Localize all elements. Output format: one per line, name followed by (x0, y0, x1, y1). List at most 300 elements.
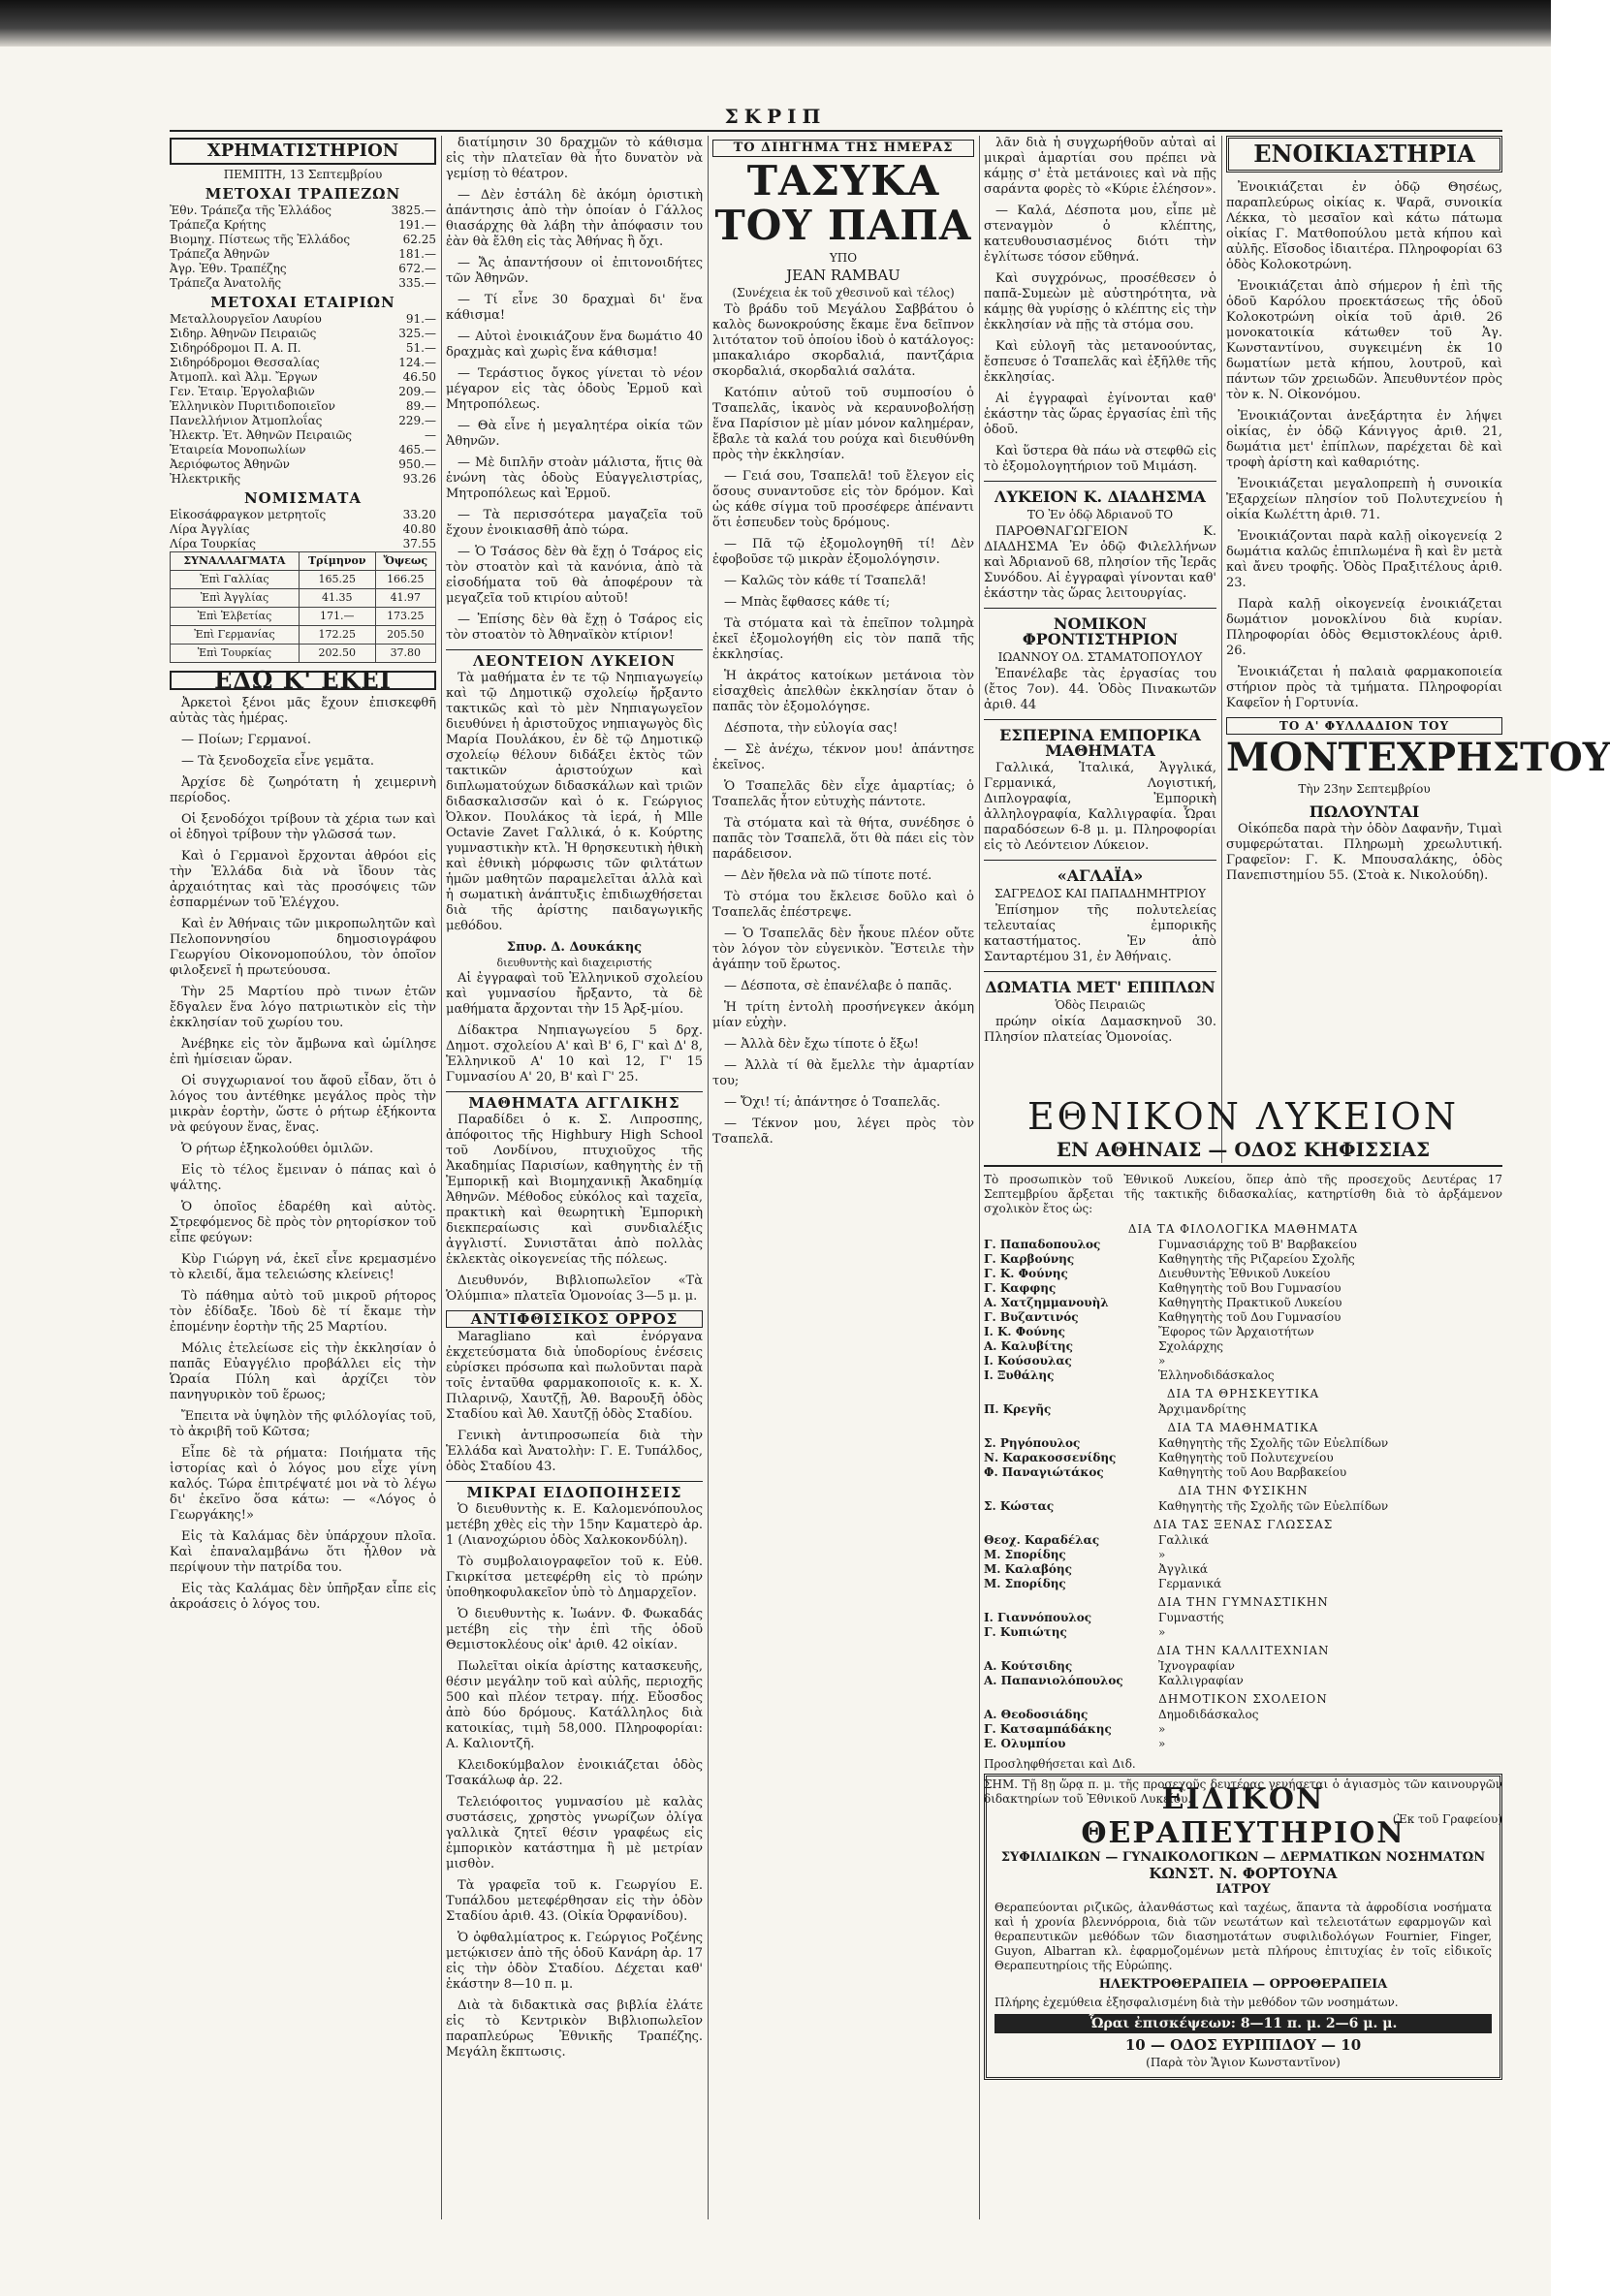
companies-header: ΜΕΤΟΧΑΙ ΕΤΑΙΡΙΩΝ (210, 294, 395, 311)
price-name: Ἐθν. Τράπεζα τῆς Ἑλλάδος (170, 204, 332, 217)
faculty-desc: Καλλιγραφίαν (1158, 1674, 1244, 1687)
rental-item: Ἐνοικιάζονται παρὰ καλῇ οἰκογενείᾳ 2 δωμάτια καλῶς ἐπιπλωμένα ἢ καὶ ἓν μετὰ καὶ ἄνευ τροφῆς. Ὁδὸς Πραξιτέλους ἀριθ. 23. (1226, 529, 1502, 590)
price-row (170, 443, 436, 457)
column-divider (1221, 136, 1222, 1163)
price-row (170, 385, 436, 399)
column-divider (441, 136, 442, 2219)
paragraph: — Ἄς ἀπαντήσουν οἱ ἐπιτονοιδήτες τῶν Ἀθηνῶν. (446, 256, 703, 286)
paragraph: Τὴν 25 Μαρτίου πρὸ τινων ἐτῶν ἔδγαλεν ἕνα λόγο πατριωτικὸν εἰς τὴν ἐκκλησίαν τοῦ χωρίου του. (170, 985, 436, 1030)
faculty-desc: Γαλλικά (1158, 1533, 1209, 1547)
theatre-article (446, 136, 703, 644)
table-cell: Ἐπὶ Γερμανίας (171, 626, 300, 645)
price-value: 181.— (398, 247, 436, 261)
rental-item: Ἐνοικιάζονται ἀνεξάρτητα ἐν λήψει οἰκίας, ἐν ὁδῷ Κάνιγγος ἀριθ. 21, δωμάτια μετ' ἐπίπλων, παρέχεται δὲ καὶ τροφὴ ἀρίστη καὶ καθαριότης. (1226, 409, 1502, 470)
price-value: 229.— (398, 414, 436, 427)
ad-block (984, 971, 1216, 1046)
story-author: JEAN RAMBAU (786, 267, 900, 284)
paragraph: Ἀνέβηκε εἰς τὸν ἄμβωνα καὶ ὡμίλησε ἐπὶ ἡμίσειαν ὥραν. (170, 1037, 436, 1067)
table-cell: 41.35 (299, 589, 375, 608)
ad-subtitle: ΣΑΓΡΕΔΟΣ ΚΑΙ ΠΑΠΑΔΗΜΗΤΡΙΟΥ (994, 887, 1207, 900)
ad-subtitle: ΙΩΑΝΝΟΥ ΟΔ. ΣΤΑΜΑΤΟΠΟΥΛΟΥ (997, 650, 1203, 664)
price-value: 209.— (398, 385, 436, 398)
price-value: 37.55 (402, 537, 436, 550)
faculty-name: Γ. Κ. Φούνης (984, 1267, 1068, 1280)
faculty-name: Γ. Καρβούνης (984, 1252, 1075, 1266)
price-name: Σιδηρόδρομοι Θεσσαλίας (170, 356, 320, 369)
paragraph: Καὶ συγχρόνως, προσέθεσεν ὁ παπᾶ-Συμεὼν μὲ αὐστηρότητα, νὰ κάμῃς θὰ γυρίσῃς ὁ κλέπτης εἰς τὴν ἐκκλησίαν νὰ πῇς τὰ στόμα σου. (984, 271, 1216, 332)
price-name: Ἀεριόφωτος Ἀθηνῶν (170, 457, 290, 471)
faculty-name: Φ. Παναγιώτάκος (984, 1465, 1104, 1479)
faculty-name: Θεοχ. Καραδέλας (984, 1533, 1100, 1547)
faculty-row (984, 1499, 1502, 1514)
faculty-desc: Δημοδιδάσκαλος (1158, 1708, 1259, 1721)
table-cell: 205.50 (375, 626, 435, 645)
faculty-row (984, 1533, 1502, 1548)
rentals-title: ΕΝΟΙΚΙΑΣΤΗΡΙΑ (1226, 136, 1502, 173)
ad-block (984, 860, 1216, 965)
price-name: Σιδηρόδρομοι Π. Α. Π. (170, 341, 301, 355)
faculty-name: Ι. Γιαννόπουλος (984, 1611, 1092, 1624)
monte-date: Τὴν 23ην Σεπτεμβρίου (1298, 782, 1431, 796)
paragraph: — Αὐτοὶ ἐνοικιάζουν ἕνα δωμάτιο 40 δραχμὰς καὶ χωρὶς ἕνα κάθισμα! (446, 330, 703, 360)
table-cell: 172.25 (299, 626, 375, 645)
faculty-desc: » (1158, 1548, 1166, 1561)
story-ending (984, 136, 1216, 475)
faculty-name: Ν. Καρακοσσενίδης (984, 1451, 1117, 1464)
faculty-name: Γ. Καφφης (984, 1281, 1057, 1295)
faculty-desc: Διευθυντὴς Ἐθνικοῦ Λυκείου (1158, 1267, 1331, 1280)
paragraph: — Μὲ διπλῆν στοὰν μάλιστα, ἥτις θὰ ἑνώνη τὰς ὁδοὺς Εὐαγγελιστρίας, Μητροπόλεως καὶ Ἑρμοῦ. (446, 456, 703, 501)
paragraph: Εἰς τὸ τέλος ἔμειναν ὁ πάπας καὶ ὁ ψάλτης. (170, 1163, 436, 1193)
price-row (170, 276, 436, 291)
price-row (170, 428, 436, 443)
paragraph: Καὶ εὐλογῆ τὰς μετανοούντας, ἔσπευσε ὁ Τσαπελᾶς καὶ ἐξῆλθε τῆς ἐκκλησίας. (984, 339, 1216, 385)
faculty-desc: Καθηγητὴς τῆς Σχολῆς τῶν Εὐελπίδων (1158, 1499, 1389, 1513)
price-row (170, 472, 436, 487)
story-title: ΤΑΣΥΚΑ ΤΟΥ ΠΑΠΑ (714, 157, 972, 249)
faculty-row (984, 1737, 1502, 1751)
faculty-desc: Ἰχνογραφίαν (1158, 1659, 1235, 1673)
masthead: ΣΚΡΙΠ (724, 105, 827, 128)
paragraph: Οἱ συγχωριανοί του ἄφοῦ εἶδαν, ὅτι ὁ λόγος του ἀντέθηκε μεγάλος πρὸς τὴν μικρὰν ἑορτὴν, ὥστε ὁ ρήτωρ ἐξήκοντα νὰ φεύγουν ἕνας, ἕνας. (170, 1074, 436, 1135)
price-row (170, 508, 436, 522)
faculty-name: Π. Κρεγῆς (984, 1402, 1052, 1416)
clinic-electro: ΗΛΕΚΤΡΟΘΕΡΑΠΕΙΑ — ΟΡΡΟΘΕΡΑΠΕΙΑ (1098, 1977, 1388, 1992)
faculty-desc: Καθηγητὴς Πρακτικοῦ Λυκείου (1158, 1296, 1342, 1309)
notice-item: Κλειδοκύμβαλον ἐνοικιάζεται ὁδὸς Τσακάλωφ ἀρ. 22. (446, 1758, 703, 1788)
serum-title: ΑΝΤΙΦΘΙΣΙΚΟΣ ΟΡΡΟΣ (446, 1310, 703, 1328)
paragraph: — Δέσποτα, σὲ ἐπανέλαβε ὁ παπᾶς. (724, 979, 953, 993)
table-cell: Ἐπὶ Ἑλβετίας (171, 608, 300, 626)
faculty-row (984, 1562, 1502, 1577)
faculty-row (984, 1708, 1502, 1722)
notice-item: Τὰ γραφεῖα τοῦ κ. Γεωργίου Ε. Τυπάλδου μετεφέρθησαν εἰς τὴν ὁδὸν Σταδίου ἀριθ. 43. (Οἰκία Ὀρφανίδου). (446, 1878, 703, 1924)
faculty-list (984, 1222, 1502, 1751)
price-name: Μεταλλουργεῖον Λαυρίου (170, 312, 322, 326)
edo-article (170, 696, 436, 1613)
table-cell: 173.25 (375, 608, 435, 626)
faculty-desc: Καθηγητὴς τοῦ Αου Βαρβακείου (1158, 1465, 1347, 1479)
paragraph: — Δὲν ἐστάλη δὲ ἀκόμη ὁριστικὴ ἀπάντησις ἀπὸ τὴν ὁποίαν ὁ Γάλλος θιασάρχης θὰ λάβη τὴν ἀπόφασιν του ἐὰν θὰ ἔλθη εἰς τὰς Ἀθήνας ἢ ὄχι. (446, 188, 703, 249)
faculty-desc: Γυμναστής (1158, 1611, 1224, 1624)
price-name: Ἑταιρεία Μονοπωλίων (170, 443, 306, 456)
faculty-row (984, 1465, 1502, 1480)
clinic-doctor: ΚΩΝΣΤ. Ν. ΦΟΡΤΟΥΝΑ (1149, 1865, 1338, 1882)
faculty-name: Σ. Ρηγόπουλος (984, 1436, 1081, 1450)
national-lyceum-ad (984, 1095, 1502, 1826)
paragraph: — Ἀλλὰ δὲν ἔχω τίποτε ὁ ἔξω! (724, 1037, 919, 1052)
leontion-text3: Δίδακτρα Νηπιαγωγείου 5 δρχ. Δημοτ. σχολείου Α' καὶ Β' 6, Γ' καὶ Δ' 8, Ἑλληνικοῦ Α' 10 καὶ 12, Γ' 15 Γυμνασίου Α' 20, Β' καὶ Γ' 25. (446, 1023, 703, 1085)
rental-item: Ἐνοικιάζεται ἐν ὁδῷ Θησέως, παραπλεύρως οἰκίας κ. Ψαρᾶ, συνοικία Λέκκα, τὸ μεσαῖον καὶ κάτω πάτωμα οἰκίας Γ. Ματθοπούλου μετὰ κήπου καὶ αὐλῆς. Εἴσοδος ἰδιαιτέρα. Πληροφορίαι 63 ὁδὸς Κολοκοτρώνη. (1226, 180, 1502, 272)
column-divider (708, 136, 709, 2219)
faculty-desc: Καθηγητὴς τῆς Ριζαρείου Σχολῆς (1158, 1252, 1355, 1266)
table-cell: Ἐπὶ Ἀγγλίας (171, 589, 300, 608)
price-row (170, 414, 436, 428)
faculty-row (984, 1281, 1502, 1296)
faculty-section-title: ΔΙΑ ΤΗΝ ΚΑΛΛΙΤΕΧΝΙΑΝ (1156, 1644, 1330, 1657)
price-row (170, 356, 436, 370)
price-row (170, 233, 436, 247)
monte-title: ΜΟΝΤΕΧΡΗΣΤΟΥ (1226, 735, 1610, 780)
faculty-name: Ι. Κ. Φούνης (984, 1325, 1065, 1338)
sale-title: ΠΩΛΟΥΝΤΑΙ (1309, 802, 1420, 821)
price-name: Πανελλήνιον Ἀτμοπλοΐας (170, 414, 323, 427)
faculty-name: Μ. Σπορίδης (984, 1577, 1066, 1590)
paragraph: — Τέκνον μου, λέγει πρὸς τὸν Τσαπελᾶ. (712, 1117, 974, 1147)
ad-subtitle: Ὁδὸς Πειραιῶς (1055, 998, 1146, 1012)
price-value: — (425, 428, 436, 442)
notice-item: Ὁ διευθυντὴς κ. Ε. Καλομενόπουλος μετέβη χθὲς εἰς τὴν 15ην Καματερὸ ἀρ. 1 (Λιανοχώριου ὁδὸς Χαλκοκονδύλη). (446, 1502, 703, 1548)
column-stock-exchange (170, 136, 436, 2219)
price-value: 33.20 (402, 508, 436, 521)
faculty-desc: » (1158, 1354, 1166, 1368)
serum-text: Maragliano καὶ ἐνόργανα ἐκχετεύσματα διὰ ὑποδορίους ἐνέσεις εὑρίσκει πρόσωπα καὶ πωλοῦνται παρὰ τοῖς ἐνταῦθα φαρμακοποιοῖς κ. κ. Χ. Πιλαρινῷ, Χαυτζῇ, Ἀθ. Βαρουξῆ ὁδὸς Σταδίου καὶ Ἀθ. Χαυτζῇ ὁδὸς Σταδίου. (446, 1330, 703, 1422)
lyceum-note: ΣΗΜ. Τῇ 8ῃ ὥρᾳ π. μ. τῆς προσεχοῦς δευτέρας γενήσεται ὁ ἁγιασμὸς τῶν καινουργῶν διδακτηρίων τοῦ Ἐθνικοῦ Λυκείου. (984, 1777, 1502, 1806)
table-row (171, 571, 436, 589)
paragraph: Ὁ ρήτωρ ἐξηκολούθει ὁμιλῶν. (181, 1142, 374, 1156)
faculty-row (984, 1577, 1502, 1591)
lyceum-title: ΕΘΝΙΚΟΝ ΛΥΚΕΙΟΝ (1026, 1095, 1460, 1138)
price-value: 3825.— (391, 204, 436, 217)
price-value: 950.— (398, 457, 436, 471)
paragraph: — Σὲ ἀνέχω, τέκνον μου! ἀπάντησε ἐκεῖνος. (712, 742, 974, 772)
faculty-name: Α. Παπανιολόπουλος (984, 1674, 1123, 1687)
price-value: 672.— (398, 262, 436, 275)
paragraph: Ἔπειτα νὰ ὑψηλὸν τῆς φιλόλογίας τοῦ, τὸ ἀκριβῆ τοῦ Κῶτσα; (170, 1409, 436, 1439)
faculty-row (984, 1625, 1502, 1640)
table-header: Τρίμηνον (299, 552, 375, 571)
paragraph: — Μπὰς ἔφθασες κάθε τί; (724, 595, 891, 610)
price-name: Τράπεζα Ἀθηνῶν (170, 247, 270, 261)
paragraph: Καὶ ἐν Ἀθήναις τῶν μικροπωλητῶν καὶ Πελοποννησίου δημοσιογράφου Γεωργίου Οἰκονομοπούλου, τὸν ὁποῖον φιλοξενεῖ ἡ πρωτεύουσα. (170, 917, 436, 978)
price-name: Ἠλεκτρ. Ἑτ. Ἀθηνῶν Πειραιῶς (170, 428, 353, 442)
ad-subtitle: ΤΟ Ἐν ὁδῷ Ἀδριανοῦ ΤΟ (1026, 508, 1174, 521)
faculty-section-title: ΔΙΑ ΤΗΝ ΦΥΣΙΚΗΝ (1178, 1484, 1309, 1497)
clinic-electro-body: Πλήρης ἐχεμύθεια ἐξησφαλισμένη διὰ τὴν μεθόδον τῶν νοσημάτων. (994, 1996, 1399, 2009)
price-value: 465.— (398, 443, 436, 456)
faculty-name: Γ. Βυζαντινός (984, 1310, 1079, 1324)
paragraph: Δέσποτα, τὴν εὐλογία σας! (724, 721, 899, 736)
faculty-name: Γ. Κυπιώτης (984, 1625, 1067, 1639)
price-name: Ἠλεκτρικῆς (170, 472, 241, 486)
paragraph: — Δὲν ἤθελα νὰ πῶ τίποτε ποτέ. (724, 868, 932, 883)
faculty-name: Α. Κούτσιδης (984, 1659, 1073, 1673)
price-value: 51.— (405, 341, 436, 355)
monte-kicker: ΤΟ Α' ΦΥΛΛΑΔΙΟΝ ΤΟΥ (1226, 717, 1502, 735)
faculty-row (984, 1451, 1502, 1465)
clinic-address: 10 — ΟΔΟΣ ΕΥΡΙΠΙΔΟΥ — 10 (1124, 2036, 1362, 2054)
price-name: Λίρα Ἀγγλίας (170, 522, 250, 536)
faculty-name: Α. Χατζημμανουὴλ (984, 1296, 1109, 1309)
faculty-row (984, 1267, 1502, 1281)
notice-item: Τὸ συμβολαιογραφεῖον τοῦ κ. Εὐθ. Γκιρκίτσα μετεφέρθη εἰς τὸ πρώην ὑποθηκοφυλακεῖον ὑπὸ τὸ Δημαρχεῖον. (446, 1555, 703, 1600)
paragraph: — Πᾶ τῷ ἐξομολογηθῆ τί! Δὲν ἐφοβοῦσε τῷ μικρὰν ἐξομολόγησιν. (712, 537, 974, 567)
paragraph: Ἡ τρίτη ἐντολὴ προσήνεγκεν ἀκόμη μίαν εὐχὴν. (712, 1000, 974, 1030)
table-header: ΣΥΝΑΛΛΑΓΜΑΤΑ (171, 552, 300, 571)
paragraph: Κατόπιν αὐτοῦ τοῦ συμποσίου ὁ Τσαπελᾶς, ἱκανὸς νὰ κεραυνοβολήσῃ ἕνα Παρίσιον μὲ μίαν μόνον καλημέραν, ἔβαλε τὰ καλά του ρούχα καὶ διευθύνθη πρὸς τὴν ἐκκλησίαν. (712, 386, 974, 462)
exchange-table (170, 551, 436, 663)
rental-item: Ἐνοικιάζεται ἡ παλαιὰ φαρμακοποιεία στήριον πρὸς τὰ τμήματα. Πληροφορίαι Καφεῖον ἡ Γορτυνία. (1226, 665, 1502, 710)
paragraph: Εἰς τὰ Καλάμας δὲν ὑπάρχουν πλοῖα. Καὶ ἐπαναλαμβάνω ὅτι ἦλθον νὰ περίψουν τὴν πατρίδα του. (170, 1529, 436, 1575)
companies-list (170, 312, 436, 487)
ad-block (984, 719, 1216, 854)
faculty-row (984, 1310, 1502, 1325)
rental-item: Ἐνοικιάζεται μεγαλοπρεπὴ ἡ συνοικία Ἐξαρχείων πλησίον τοῦ Πολυτεχνείου ἡ οἰκία Κωλέττη ἀριθ. 71. (1226, 477, 1502, 522)
price-row (170, 399, 436, 414)
faculty-row (984, 1659, 1502, 1674)
ad-title: ΛΥΚΕΙΟΝ Κ. ΔΙΑΔΗΣΜΑ (994, 488, 1206, 506)
faculty-desc: Σχολάρχης (1158, 1339, 1223, 1353)
price-row (170, 370, 436, 385)
story-by: ΥΠΟ (829, 251, 858, 265)
paragraph: — Τὰ περισσότερα μαγαζεῖα τοῦ ἔχουν ἐνοικιασθῆ ἀπὸ τώρα. (446, 508, 703, 538)
top-scan-band (0, 0, 1551, 47)
price-value: 62.25 (402, 233, 436, 246)
price-name: Εἰκοσάφραγκον μετρητοῖς (170, 508, 327, 521)
story-text (712, 302, 974, 1148)
paragraph: Ἀρκετοὶ ξένοι μᾶς ἔχουν ἐπισκεφθῆ αὐτὰς τὰς ἡμέρας. (170, 696, 436, 726)
ad-body: Γαλλικά, Ἰταλικά, Ἀγγλικά, Γερμανικά, Λογιστική, Διπλογραφία, Ἐμπορικὴ ἀλληλογραφία, Καλλιγραφία. Ὧραι παραδόσεων 6-8 μ. μ. Πληροφορίαι εἰς τὸ Λεόντειον Λύκειον. (984, 761, 1216, 853)
faculty-section-title: ΔΙΑ ΤΑΣ ΞΕΝΑΣ ΓΛΩΣΣΑΣ (1152, 1518, 1334, 1531)
paragraph: διατίμησιν 30 δραχμῶν τὸ κάθισμα εἰς τὴν πλατεῖαν θὰ ἦτο δυνατὸν νὰ γεμίσῃ τὸ θέατρον. (446, 136, 703, 181)
price-value: 46.50 (402, 370, 436, 384)
faculty-section-title: ΔΙΑ ΤΑ ΘΡΗΣΚΕΥΤΙΚΑ (1166, 1387, 1320, 1400)
faculty-section-title: ΔΙΑ ΤΗΝ ΓΥΜΝΑΣΤΙΚΗΝ (1157, 1595, 1329, 1609)
price-name: Ἑλληνικὸν Πυριτιδοποιεῖον (170, 399, 335, 413)
ad-title: ΔΩΜΑΤΙΑ ΜΕΤ' ΕΠΙΠΛΩΝ (985, 978, 1215, 996)
faculty-section-title: ΔΙΑ ΤΑ ΜΑΘΗΜΑΤΙΚΑ (1167, 1421, 1319, 1434)
edo-title: ΕΔΩ Κ' ΕΚΕΙ (170, 671, 436, 690)
column-story-end-ads (984, 136, 1216, 1163)
faculty-row (984, 1402, 1502, 1417)
price-name: Ἀτμοπλ. καὶ Ἀλμ. Ἔργων (170, 370, 318, 384)
price-value: 40.80 (402, 522, 436, 536)
faculty-row (984, 1611, 1502, 1625)
small-notices-list (446, 1502, 703, 2060)
faculty-row (984, 1296, 1502, 1310)
faculty-row (984, 1674, 1502, 1688)
faculty-desc: » (1158, 1737, 1166, 1750)
clinic-hours: Ὧραι ἐπισκέψεων: 8—11 π. μ. 2—6 μ. μ. (994, 2014, 1492, 2033)
story-kicker: ΤΟ ΔΙΗΓΗΜΑ ΤΗΣ ΗΜΕΡΑΣ (712, 140, 974, 157)
school-ads (984, 481, 1216, 1046)
price-name: Γεν. Ἑταιρ. Ἐργολαβιῶν (170, 385, 315, 398)
table-cell: 171.— (299, 608, 375, 626)
faculty-row (984, 1252, 1502, 1267)
paragraph: — Ποίων; Γερμανοί. (181, 733, 311, 747)
ad-title: ΕΣΠΕΡΙΝΑ ΕΜΠΟΡΙΚΑ ΜΑΘΗΜΑΤΑ (999, 726, 1201, 760)
paragraph: Τὸ στόμα του ἔκλεισε δοῦλο καὶ ὁ Τσαπελᾶς ἐπέστρεψε. (712, 890, 974, 920)
notice-item: Ὁ ὀφθαλμίατρος κ. Γεώργιος Ροζένης μετῴκισεν ἀπὸ τῆς ὁδοῦ Κανάρη ἀρ. 17 εἰς τὴν ὁδὸν Σταδίου. Δέχεται καθ' ἑκάστην 8—10 π. μ. (446, 1931, 703, 1992)
paragraph: Ὁ Τσαπελᾶς δὲν εἶχε ἁμαρτίας; ὁ Τσαπελᾶς ἦτον εὐτυχὴς πάντοτε. (712, 779, 974, 809)
price-row (170, 457, 436, 472)
price-row (170, 537, 436, 551)
english-lessons-addr: Διευθυνόν, Βιβλιοπωλεῖον «Τὰ Ὁλύμπια» πλατεῖα Ὁμονοίας 3—5 μ. μ. (446, 1274, 703, 1304)
faculty-desc: » (1158, 1625, 1166, 1639)
banks-list (170, 204, 436, 291)
price-value: 191.— (398, 218, 436, 232)
ad-body: Ἐπίσημον τῆς πολυτελείας τελευταίας ἐμπορικῆς καταστήματος. Ἐν ἀπὸ Σανταρτέμου 31, ἐν Ἀθήναις. (984, 903, 1216, 964)
paragraph: — Γειά σου, Τσαπελᾶ! τοῦ ἔλεγον εἰς ὅσους συναντοῦσε εἰς τὸν δρόμον. Καὶ ὡς κάθε σίγμα τοῦ προσέφερε ἀπέναντι ὅτι ἐσπευδεν τοὺς δρόμους. (712, 469, 974, 530)
paragraph: Κὺρ Γιώργη νά, ἐκεῖ εἶνε κρεμασμένο τὸ κλειδί, ἅμα τελειώσης κλείνεις! (170, 1252, 436, 1282)
clinic-subtitle: ΣΥΦΙΛΙΔΙΚΩΝ — ΓΥΝΑΙΚΟΛΟΓΙΚΩΝ — ΔΕΡΜΑΤΙΚΩΝ ΝΟΣΗΜΑΤΩΝ (1000, 1850, 1486, 1865)
price-row (170, 312, 436, 327)
faculty-name: Γ. Παπαδοπουλος (984, 1238, 1101, 1251)
clinic-ad (984, 1774, 1502, 2080)
paragraph: — Τεράστιος ὄγκος γίνεται τὸ νέον μέγαρον εἰς τὰς ὁδοὺς Ἑρμοῦ καὶ Μητροπόλεως. (446, 366, 703, 412)
ad-body: πρώην οἰκία Δαμασκηνοῦ 30. Πλησίον πλατείας Ὁμονοίας. (984, 1015, 1216, 1045)
faculty-name: Μ. Καλαβόης (984, 1562, 1072, 1576)
price-row (170, 262, 436, 276)
faculty-row (984, 1354, 1502, 1368)
paragraph: Τὰ στόματα καὶ τὰ ἐπεῖπον τολμηρὰ ἐκεῖ ἐξομολογήθη εἰς τὸν παπᾶ τῆς ἐκκλησίας. (712, 616, 974, 662)
price-value: 124.— (398, 356, 436, 369)
leontion-sign: Σπυρ. Δ. Δουκάκης (506, 940, 643, 955)
price-row (170, 327, 436, 341)
lyceum-sign: (Ἐκ τοῦ Γραφείου) (1392, 1812, 1502, 1826)
paragraph: Καὶ ὕστερα θὰ πάω νὰ στεφθῶ εἰς τὸ ἐξομολογητήριον τοῦ Μιμάση. (984, 444, 1216, 474)
notice-item: Ὁ διευθυντὴς κ. Ἰωάνν. Φ. Φωκαδάς μετέβη εἰς τὴν ἐπὶ τῆς ὁδοῦ Θεμιστοκλέους οἰκ' ἀριθ. 42 οἰκίαν. (446, 1607, 703, 1652)
notice-item: Πωλεῖται οἰκία ἀρίστης κατασκευῆς, θέσιν μεγάλην τοῦ καὶ αὐλῆς, περιοχῆς 500 καὶ πλέον τετραγ. πήχ. Εὔοσδος ἀπὸ δύο δρόμους. Κατάλληλος διὰ κατοικίας, τιμὴ 58,000. Πληροφορίαι: Α. Καλιοντζῆ. (446, 1659, 703, 1751)
faculty-row (984, 1436, 1502, 1451)
price-row (170, 247, 436, 262)
lyceum-outro: Προσληφθήσεται καὶ Διδ. (984, 1757, 1136, 1771)
faculty-row (984, 1368, 1502, 1383)
faculty-desc: Καθηγητὴς τοῦ Πολυτεχνείου (1158, 1451, 1334, 1464)
currency-header: ΝΟΜΙΣΜΑΤΑ (243, 489, 363, 507)
paragraph: — Ὁ Τσάσος δὲν θὰ ἔχῃ ὁ Τσάρος εἰς τὸν στοατὸν καὶ τὰ κανόνια, ἀπὸ τὰ εἰσοδήματα τοῦ θὰ ἀποφέρουν τὰ μεγαζεῖα τοῦ κτιρίου αὐτοῦ! (446, 545, 703, 606)
column-rentals (1226, 136, 1610, 1163)
paragraph: Τὸ πάθημα αὐτὸ τοῦ μικροῦ ρήτορος τὸν ἐδίδαξε. Ἰδοὺ δὲ τί ἔκαμε τὴν ἐπομένην ἑορτὴν τῆς 25 Μαρτίου. (170, 1289, 436, 1335)
paragraph: λᾶν διὰ ἡ συγχωρήθοῦν αὐταὶ αἱ μικραὶ ἁμαρτίαι σου πρέπει νὰ κάμῃς σ' ἐτὰ μετάνοιες καὶ νὰ πῇς σαράντα φορὲς τὸ «Κύριε ἐλέησον». (984, 136, 1216, 197)
faculty-name: Γ. Κατσαμπάδάκης (984, 1722, 1112, 1736)
price-value: 335.— (398, 276, 436, 290)
table-row (171, 645, 436, 663)
paragraph: Εἶπε δὲ τὰ ρήματα: Ποιήματα τῆς ἱστορίας καὶ ὁ λόγος μου εἶχε γίνη καλός. Τώρα ἐπιτρέψατέ μοι νὰ τὸ λέγω δι' ἐκεῖνο ὅσα κάτω: — «Λόγος ὁ Γεωργάκης!» (170, 1446, 436, 1523)
ad-body: ΠΑΡΟΘΝΑΓΩΓΕΙΟΝ Κ. ΔΙΑΔΗΣΜΑ Ἐν ὁδῷ Φιλελλήνων καὶ Ἀδριανοῦ 68, πλησίον τῆς Ἱερᾶς Συνόδου. Αἱ ἐγγραφαὶ γίνονται καθ' ἑκάστην τὰς ὥρας λειτουργίας. (984, 524, 1216, 601)
table-header: Ὄψεως (375, 552, 435, 571)
leontion-text2: Αἱ ἐγγραφαὶ τοῦ Ἑλληνικοῦ σχολείου καὶ γυμνασίου ἤρξαντο, τὰ δὲ μαθήματα ἄρχονται τὴν 15 Ἀρξ-μίου. (446, 971, 703, 1017)
faculty-section-title: ΔΙΑ ΤΑ ΦΙΛΟΛΟΓΙΚΑ ΜΑΘΗΜΑΤΑ (1127, 1222, 1359, 1236)
paragraph: Οἱ ξενοδόχοι τρίβουν τὰ χέρια των καὶ οἱ ἐδηγοὶ τρίβουν τὴν γλῶσσά των. (170, 812, 436, 842)
faculty-desc: Γερμανικά (1158, 1577, 1222, 1590)
price-name: Σιδηρ. Ἀθηνῶν Πειραιῶς (170, 327, 317, 340)
faculty-desc: Ἑλληνοδιδάσκαλος (1158, 1368, 1275, 1382)
leontion-title: ΛΕΟΝΤΕΙΟΝ ΛΥΚΕΙΟΝ (446, 649, 703, 669)
price-row (170, 522, 436, 537)
faculty-desc: Γυμνασιάρχης τοῦ Β' Βαρβακείου (1158, 1238, 1357, 1251)
notice-item: Τελειόφοιτος γυμνασίου μὲ καλὰς συστάσεις, χρηστὸς γνωρίζων ὀλίγα γαλλικὰ ζητεῖ θέσιν γραφέως εἰς ἐμπορικὸν κατάστημα ἢ μὲ μετρίαν μισθὸν. (446, 1795, 703, 1871)
column-divider (979, 136, 980, 2219)
stock-exchange-title: ΧΡΗΜΑΤΙΣΤΗΡΙΟΝ (170, 138, 436, 165)
faculty-name: Ι. Ξυθάλης (984, 1368, 1055, 1382)
currency-list (170, 508, 436, 551)
masthead-rule (170, 130, 1502, 132)
paragraph: Ἡ ἀκράτος κατοίκων μετάνοια τὸν εἰσαχθεὶς ἀπελθὼν ἐκκλησίαν ὅταν ὁ παπᾶς τὸν ἐξομολόγησε. (712, 669, 974, 714)
price-row (170, 341, 436, 356)
paragraph: — Ὁ Τσαπελᾶς δὲν ἦκουε πλέον οὔτε τὸν λόγον τὸν εὐγενικὸν. Ἔστειλε τὴν ἀγάπην τοῦ ἔρωτος. (712, 927, 974, 972)
faculty-desc: Καθηγητὴς τοῦ Δου Γυμνασίου (1158, 1310, 1342, 1324)
table-row (171, 608, 436, 626)
faculty-desc: Ἔφορος τῶν Ἀρχαιοτήτων (1158, 1325, 1314, 1338)
paragraph: — Θὰ εἶνε ἡ μεγαλητέρα οἰκία τῶν Ἀθηνῶν. (446, 419, 703, 449)
paragraph: Τὸ βράδυ τοῦ Μεγάλου Σαββάτου ὁ καλὸς δωνοκρούσης ἔκαμε ἕνα δεῖπνον λιτότατον τοῦ ὁποίου ἰδοὺ ὁ κατάλογος: μπακαλιάρο σκορδαλιά, παντζάρια σκορδαλιά, σκορδαλιά σαλάτα. (712, 302, 974, 379)
faculty-name: Α. Θεοδοσιάδης (984, 1708, 1089, 1721)
leontion-sign2: διευθυντὴς καὶ διαχειριστής (496, 957, 652, 969)
clinic-role: ΙΑΤΡΟΥ (1215, 1882, 1271, 1897)
price-name: Λίρα Τουρκίας (170, 537, 256, 550)
table-row (171, 626, 436, 645)
paragraph: Εἰς τὰς Καλάμας δὲν ὑπῆρξαν εἶπε εἰς ἀκροάσεις ὁ λόγος του. (170, 1582, 436, 1612)
faculty-row (984, 1238, 1502, 1252)
table-row (171, 589, 436, 608)
paragraph: Αἱ ἐγγραφαὶ ἐγίνονται καθ' ἑκάστην τὰς ὥρας ἐργασίας ἐπὶ τῆς ὁδοῦ. (984, 392, 1216, 437)
faculty-name: Ι. Κούσουλας (984, 1354, 1072, 1368)
faculty-section-title: ΔΗΜΟΤΙΚΟΝ ΣΧΟΛΕΙΟΝ (1158, 1692, 1328, 1706)
price-row (170, 218, 436, 233)
ad-body: Ἐπανέλαβε τὰς ἐργασίας του (ἔτος 7ον). 44. Ὁδὸς Πινακωτῶν ἀριθ. 44 (984, 667, 1216, 712)
stock-date: ΠΕΜΠΤΗ, 13 Σεπτεμβρίου (223, 168, 383, 181)
faculty-desc: Καθηγητὴς τοῦ Βου Γυμνασίου (1158, 1281, 1342, 1295)
table-cell: Ἐπὶ Τουρκίας (171, 645, 300, 663)
faculty-desc: Καθηγητὴς τῆς Σχολῆς τῶν Εὐελπίδων (1158, 1436, 1389, 1450)
faculty-desc: Ἀρχιμανδρίτης (1158, 1402, 1247, 1416)
story-continuation: (Συνέχεια ἐκ τοῦ χθεσινοῦ καὶ τέλος) (732, 286, 955, 299)
price-name: Ἀγρ. Ἐθν. Τραπέζης (170, 262, 287, 275)
paragraph: — Καλά, Δέσποτα μου, εἶπε μὲ στεναγμὸν ὁ κλέπτης, κατευθουσιασμένος διότι τὴν ἐγλίτωσε τόσον εὔθηνά. (984, 204, 1216, 265)
sale-body: Οἰκόπεδα παρὰ τὴν ὁδὸν Δαφανῆν, Τιμαὶ συμφερώταται. Πληρωμὴ χρεωλυτική. Γραφεῖον: Γ. Κ. Μπουσαλάκης, ὁδὸς Πανεπιστημίου 55. (Στοὰ κ. Νικολούδη). (1226, 822, 1502, 883)
price-value: 325.— (398, 327, 436, 340)
price-name: Βιομηχ. Πίστεως τῆς Ἑλλάδος (170, 233, 351, 246)
price-name: Τράπεζα Ἀνατολῆς (170, 276, 282, 290)
faculty-name: Σ. Κώστας (984, 1499, 1055, 1513)
english-lessons-title: ΜΑΘΗΜΑΤΑ ΑΓΓΛΙΚΗΣ (446, 1091, 703, 1111)
table-cell: 41.97 (375, 589, 435, 608)
faculty-desc: » (1158, 1722, 1166, 1736)
english-lessons-text: Παραδίδει ὁ κ. Σ. Λιπροσπης, ἀπόφοιτος τῆς Highbury High School τοῦ Λονδίνου, πτυχιοῦχος τῆς Ἀκαδημίας Παρισίων, καθηγητὴς ἐν τῇ Ἐμπορικῇ καὶ Βιομηχανικῇ Ἀκαδημίᾳ Ἀθηνῶν. Μέθοδος εὐκόλος καὶ ταχεῖα, πρακτικὴ καὶ θεωρητικὴ Ἐμπορικὴ διεκπεραίωσις καὶ συνδιαλέξις ἀγγλιστί. Συνιστᾶται ἀπὸ πολλὰς ἐκλεκτὰς οἰκογενείας τῆς πόλεως. (446, 1113, 703, 1267)
paragraph: — Ἐπίσης δὲν θὰ ἔχῃ ὁ Τσάρος εἰς τὸν στοατὸν τὸ Ἀθηναϊκὸν κτίριον! (446, 613, 703, 643)
ad-block (984, 608, 1216, 713)
lyceum-intro: Τὸ προσωπικὸν τοῦ Ἐθνικοῦ Λυκείου, ὅπερ ἀπὸ τῆς προσεχοῦς Δευτέρας 17 Σεπτεμβρίου ἄρξεται τῆς τακτικῆς διδασκαλίας, κατηρτίσθη διὰ τὸ ἀρξάμενον σχολικὸν ἔτος ὡς: (984, 1173, 1502, 1215)
ad-title: ΝΟΜΙΚΟΝ ΦΡΟΝΤΙΣΤΗΡΙΟΝ (1022, 614, 1179, 648)
price-row (170, 204, 436, 218)
table-cell: 202.50 (299, 645, 375, 663)
faculty-row (984, 1339, 1502, 1354)
paragraph: Τὰ στόματα καὶ τὰ θήτα, συνέδησε ὁ παπᾶς τὸν Τσαπελᾶ, ὅτι θὰ πάει εἰς τὸν παράδεισον. (712, 816, 974, 862)
ad-block (984, 481, 1216, 602)
faculty-row (984, 1722, 1502, 1737)
paragraph: Μόλις ἐτελείωσε εἰς τὴν ἐκκλησίαν ὁ παπᾶς Εὐαγγέλιο προβάλλει εἰς τὴν Ὡραία Πύλη καὶ ἀρχίζει τὸν πανηγυρικὸν τοῦ ἕρωος; (170, 1341, 436, 1402)
